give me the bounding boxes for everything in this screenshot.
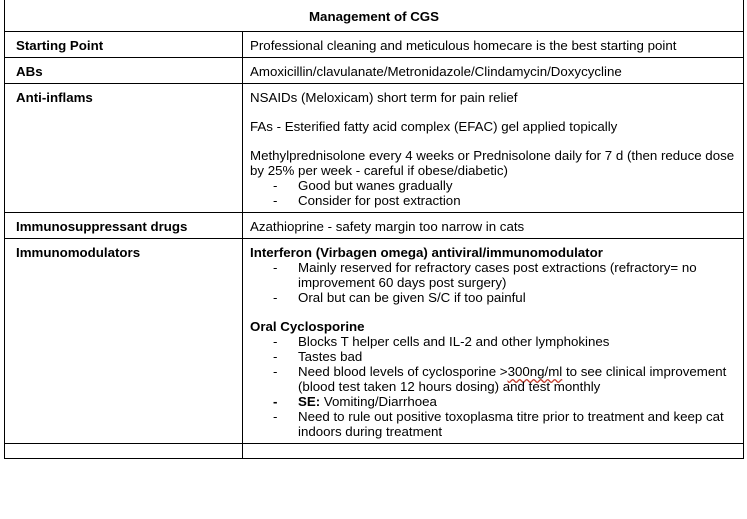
row-label-immunomodulators: Immunomodulators [5, 239, 243, 444]
title-row [5, 0, 744, 32]
list-item [273, 364, 737, 394]
table-title: Management of CGS [5, 0, 744, 32]
table-row [5, 58, 744, 84]
empty-cell [5, 444, 243, 459]
table-row [5, 213, 744, 239]
table-row [5, 239, 744, 444]
list-item: - Consider for post extraction [273, 193, 737, 208]
empty-cell [243, 444, 744, 459]
management-table [4, 0, 744, 459]
row-value-starting-point: Professional cleaning and meticulous homecare is the best starting point [243, 32, 744, 58]
cyclosporine-heading: Oral Cyclosporine [250, 319, 365, 334]
row-label-anti-inflams: Anti-inflams [5, 84, 243, 213]
blood-levels-post: to see clinical improvement (blood test taken 12 hours dosing) and test monthly [298, 364, 727, 394]
row-label-starting-point: Starting Point [5, 32, 243, 58]
row-label-abs: ABs [5, 58, 243, 84]
list-item: - Need to rule out positive toxoplasma titre prior to treatment and keep cat indoors during treatment [273, 409, 737, 439]
interferon-heading: Interferon (Virbagen omega) antiviral/immunomodulator [250, 245, 603, 260]
row-label-immunosuppressant: Immunosuppressant drugs [5, 213, 243, 239]
nsaids-text: NSAIDs (Meloxicam) short term for pain relief [250, 90, 518, 105]
side-effects-text: Vomiting/Diarrhoea [320, 394, 437, 409]
row-value-immunosuppressant: Azathioprine - safety margin too narrow in cats [243, 213, 744, 239]
table-row [5, 32, 744, 58]
side-effects-label: SE: [298, 394, 321, 409]
table-row [5, 444, 744, 459]
interferon-bullet-list [250, 260, 737, 305]
table-row [5, 84, 744, 213]
list-item: - Tastes bad [273, 349, 737, 364]
fas-text: FAs - Esterified fatty acid complex (EFAC) gel applied topically [250, 119, 618, 134]
list-item: - Mainly reserved for refractory cases post extractions (refractory= no improvement 60 days post surgery) [273, 260, 737, 290]
row-value-abs: Amoxicillin/clavulanate/Metronidazole/Clindamycin/Doxycycline [243, 58, 744, 84]
list-item [273, 394, 737, 409]
list-item: - Oral but can be given S/C if too painful [273, 290, 737, 305]
blood-levels-pre: Need blood levels of cyclosporine > [298, 364, 508, 379]
list-item: - Blocks T helper cells and IL-2 and other lymphokines [273, 334, 737, 349]
list-item: - Good but wanes gradually [273, 178, 737, 193]
blood-levels-value: 300ng/ml [507, 364, 563, 379]
row-value-anti-inflams [243, 84, 744, 213]
row-value-immunomodulators [243, 239, 744, 444]
steroid-bullet-list [250, 178, 737, 208]
cyclosporine-bullet-list [250, 334, 737, 439]
steroids-text: Methylprednisolone every 4 weeks or Prednisolone daily for 7 d (then reduce dose by 25% per week - careful if obese/diabetic) [250, 148, 735, 178]
